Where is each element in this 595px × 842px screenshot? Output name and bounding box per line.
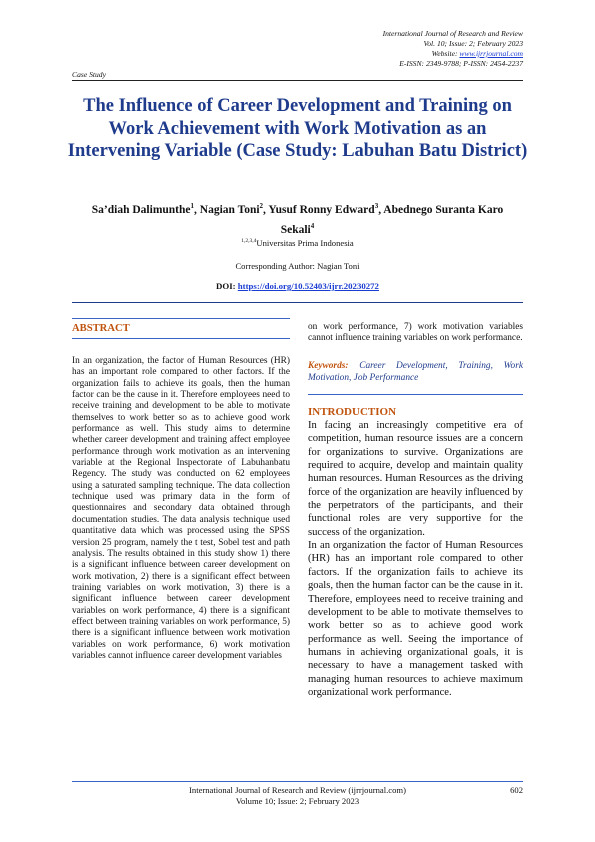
left-column — [72, 318, 290, 662]
author-name: , Abednego Suranta Karo Sekali — [280, 203, 504, 236]
journal-issn: E-ISSN: 2349-9788; P-ISSN: 2454-2237 — [399, 59, 523, 68]
journal-name: International Journal of Research and Review — [382, 29, 523, 38]
keywords-divider — [308, 394, 523, 395]
page-number: 602 — [510, 785, 523, 795]
corresponding-author: Corresponding Author: Nagian Toni — [235, 261, 360, 271]
author-list: Sa’diah Dalimunthe$^1$, Nagian Toni$^2$, Yusuf Ronny Edward$^3$, Abednego Suranta Karo Sekali$^4$ — [91, 202, 504, 236]
introduction-body — [308, 419, 523, 699]
right-column — [308, 322, 523, 699]
affiliation: $^{1,2,3,4}$Universitas Prima Indonesia — [241, 238, 354, 248]
keywords — [308, 360, 523, 384]
journal-header — [383, 29, 523, 69]
paragraph: In facing an increasingly competitive era of competition, human resource issues are a concern for organizations to survive. Organizations are required to acquire, develop and maintain quality human resources. Human Resources as the driving force of the organization are heavily influenced by the perpetrators of the participants, and their functional roles are very supportive for the success of the organization. — [308, 420, 523, 538]
author-name: , Yusuf Ronny Edward — [263, 203, 375, 216]
header-divider — [72, 80, 523, 81]
doi-link[interactable]: https://doi.org/10.52403/ijrr.20230272 — [237, 281, 379, 291]
journal-volume: Vol. 10; Issue: 2; February 2023 — [423, 39, 523, 48]
author-name: Sa’diah Dalimunthe — [91, 203, 191, 216]
abstract-heading: ABSTRACT — [72, 323, 130, 334]
website-link[interactable]: www.ijrrjournal.com — [459, 49, 523, 58]
footer-volume: Volume 10; Issue: 2; February 2023 — [235, 796, 360, 806]
article-type: Case Study — [72, 70, 106, 79]
footer-journal: International Journal of Research and Review (ijrrjournal.com) — [189, 785, 406, 795]
doi-line: DOI: https://doi.org/10.52403/ijrr.20230272 — [216, 281, 379, 291]
page-footer — [0, 785, 595, 807]
paragraph: In an organization the factor of Human Resources (HR) has an important role compared to other factors. If the organization fails to achieve its goals, then the human factor can be the cause in it. Therefore, employees need to receive training and development to be able to motivate themselves to work better so as to achieve good work performance as well. Seeing the importance of humans in achieving organizational goals, it is necessary to have a management tasked with managing human resources to achieve maximum organizational work performance. — [308, 540, 523, 698]
author-name: , Nagian Toni — [194, 203, 260, 216]
abstract-continuation: on work performance, 7) work motivation variables cannot influence training variables on work performance. — [308, 322, 523, 344]
introduction-heading: INTRODUCTION — [308, 405, 397, 418]
keywords-label: Keywords: — [308, 360, 349, 371]
journal-website: Website: www.ijrrjournal.com — [431, 49, 523, 58]
footer-divider — [72, 781, 523, 782]
abstract-rule-top — [72, 318, 290, 319]
abstract-rule-bottom — [72, 338, 290, 339]
abstract-body: In an organization, the factor of Human Resources (HR) has an important role compared to other factors. If the organization fails to achieve its goals, then the human factor can be the cause in it. Therefore employees need to receive training and development to be able to motivate themselves to work better so as to achieve good work performance as well. This study aims to determine whether career development and training affect employee performance through work motivation as an intervening variable at the Regional Inspectorate of Labuhanbatu Regency. The study was conducted on 62 employees using a saturated sampling technique. The data collection technique used was primary data in the form of questionnaires and secondary data obtained through documentation studies. The data analysis technique used quantitative data which was processed using the SPSS version 25 program, namely the t test, Sobel test and path analysis. The results obtained in this study show 1) there is a significant influence between career development on work motivation, 2) there is a significant effect between training variables on work motivation, 3) there is a significant influence between career development variables on work performance, 4) there is a significant effect between training variables on work performance, 5) there is a significant influence between work motivation variables on work performance, 6) work motivation variables cannot influence career development variables — [72, 356, 290, 661]
paper-title: The Influence of Career Development and Training on Work Achievement with Work Motivation as an Intervening Variable (Case Study: Labuhan Batu District) — [67, 96, 528, 161]
keywords-list: Career Development, Training, Work Motivation, Job Performance — [308, 360, 523, 383]
title-divider — [72, 302, 523, 303]
